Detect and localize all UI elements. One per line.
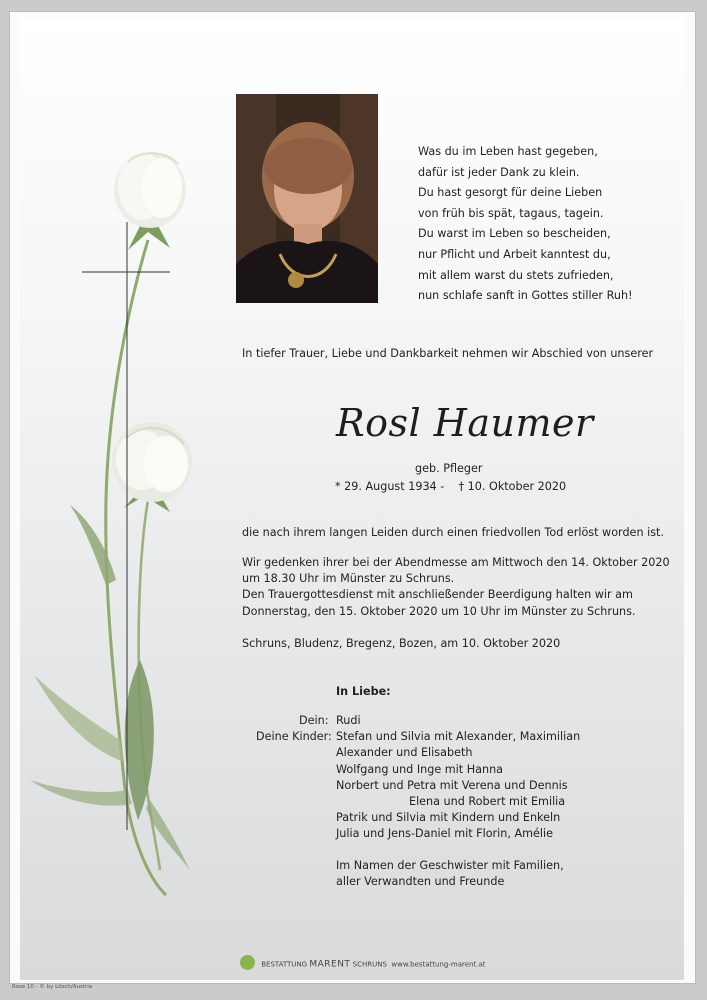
- service-line: Wir gedenken ihrer bei der Abendmesse am Mittwoch den 14. Oktober 2020: [242, 556, 670, 569]
- poem-line: Du hast gesorgt für deine Lieben: [418, 186, 603, 200]
- poem-line: nun schlafe sanft in Gottes stiller Ruh!: [418, 289, 633, 303]
- spouse-name: Rudi: [336, 714, 361, 727]
- portrait-photo: [236, 94, 378, 303]
- closing-line: Im Namen der Geschwister mit Familien,: [336, 859, 564, 872]
- funeral-home-footer: [240, 957, 485, 972]
- leaf: [70, 505, 116, 585]
- child-entry: Stefan und Silvia mit Alexander, Maximilian: [336, 730, 581, 744]
- leaf: [146, 800, 190, 870]
- poem-line: Was du im Leben hast gegeben,: [418, 145, 598, 158]
- image-credit: Rose 10 - © by Lösch/Austria: [12, 984, 93, 990]
- footer-word: BESTATTUNG: [261, 960, 308, 969]
- child-entry: Julia und Jens-Daniel mit Florin, Amélie: [336, 827, 553, 841]
- service-line: Den Trauergottesdienst mit anschließender Beerdigung halten wir am: [242, 588, 633, 602]
- poem-line: mit allem warst du stets zufrieden,: [418, 268, 614, 282]
- poem-line: Du warst im Leben so bescheiden,: [418, 227, 611, 241]
- child-entry: Wolfgang und Inge mit Hanna: [336, 762, 504, 776]
- leaf-logo-icon: [240, 955, 255, 970]
- service-line: um 18.30 Uhr im Münster zu Schruns.: [242, 572, 455, 586]
- death-notice: die nach ihrem langen Leiden durch einen friedvollen Tod erlöst worden ist.: [242, 526, 664, 539]
- place-date: Schruns, Bludenz, Bregenz, Bozen, am 10. Oktober 2020: [242, 637, 561, 650]
- leaf: [30, 780, 132, 806]
- birth-date: * 29. August 1934 -: [335, 480, 445, 493]
- poem-line: nur Pflicht und Arbeit kanntest du,: [418, 247, 611, 261]
- poem-line: von früh bis spät, tagaus, tagein.: [418, 206, 604, 220]
- death-date: † 10. Oktober 2020: [458, 480, 567, 493]
- children-label: Deine Kinder:: [256, 730, 332, 744]
- spouse-label: Dein:: [299, 714, 329, 727]
- footer-brand: MARENT: [309, 959, 351, 970]
- child-entry: Patrik und Silvia mit Kindern und Enkeln: [336, 811, 561, 825]
- deceased-name: Rosl Haumer: [336, 401, 594, 445]
- child-entry: Alexander und Elisabeth: [336, 746, 473, 760]
- child-entry: Norbert und Petra mit Verena und Dennis: [336, 778, 568, 792]
- rose-second: [112, 422, 192, 502]
- poem: [418, 142, 633, 307]
- in-love-heading: In Liebe:: [336, 685, 391, 698]
- closing-line: aller Verwandten und Freunde: [336, 875, 505, 889]
- maiden-name: geb. Pfleger: [415, 462, 483, 475]
- life-dates: [335, 480, 566, 493]
- service-line: Donnerstag, den 15. Oktober 2020 um 10 Uhr im Münster zu Schruns.: [242, 604, 636, 618]
- rose-top: [114, 152, 186, 228]
- footer-town: SCHRUNS: [352, 960, 387, 969]
- service-info: [242, 555, 670, 620]
- footer-website: www.bestattung-marent.at: [391, 960, 486, 969]
- closing-text: [336, 858, 564, 890]
- child-entry: Elena und Robert mit Emilia: [409, 794, 566, 808]
- rose-illustration: [20, 140, 220, 900]
- intro-text: In tiefer Trauer, Liebe und Dankbarkeit nehmen wir Abschied von unserer: [242, 347, 654, 360]
- leaf: [34, 675, 124, 762]
- poem-line: dafür ist jeder Dank zu klein.: [418, 165, 580, 179]
